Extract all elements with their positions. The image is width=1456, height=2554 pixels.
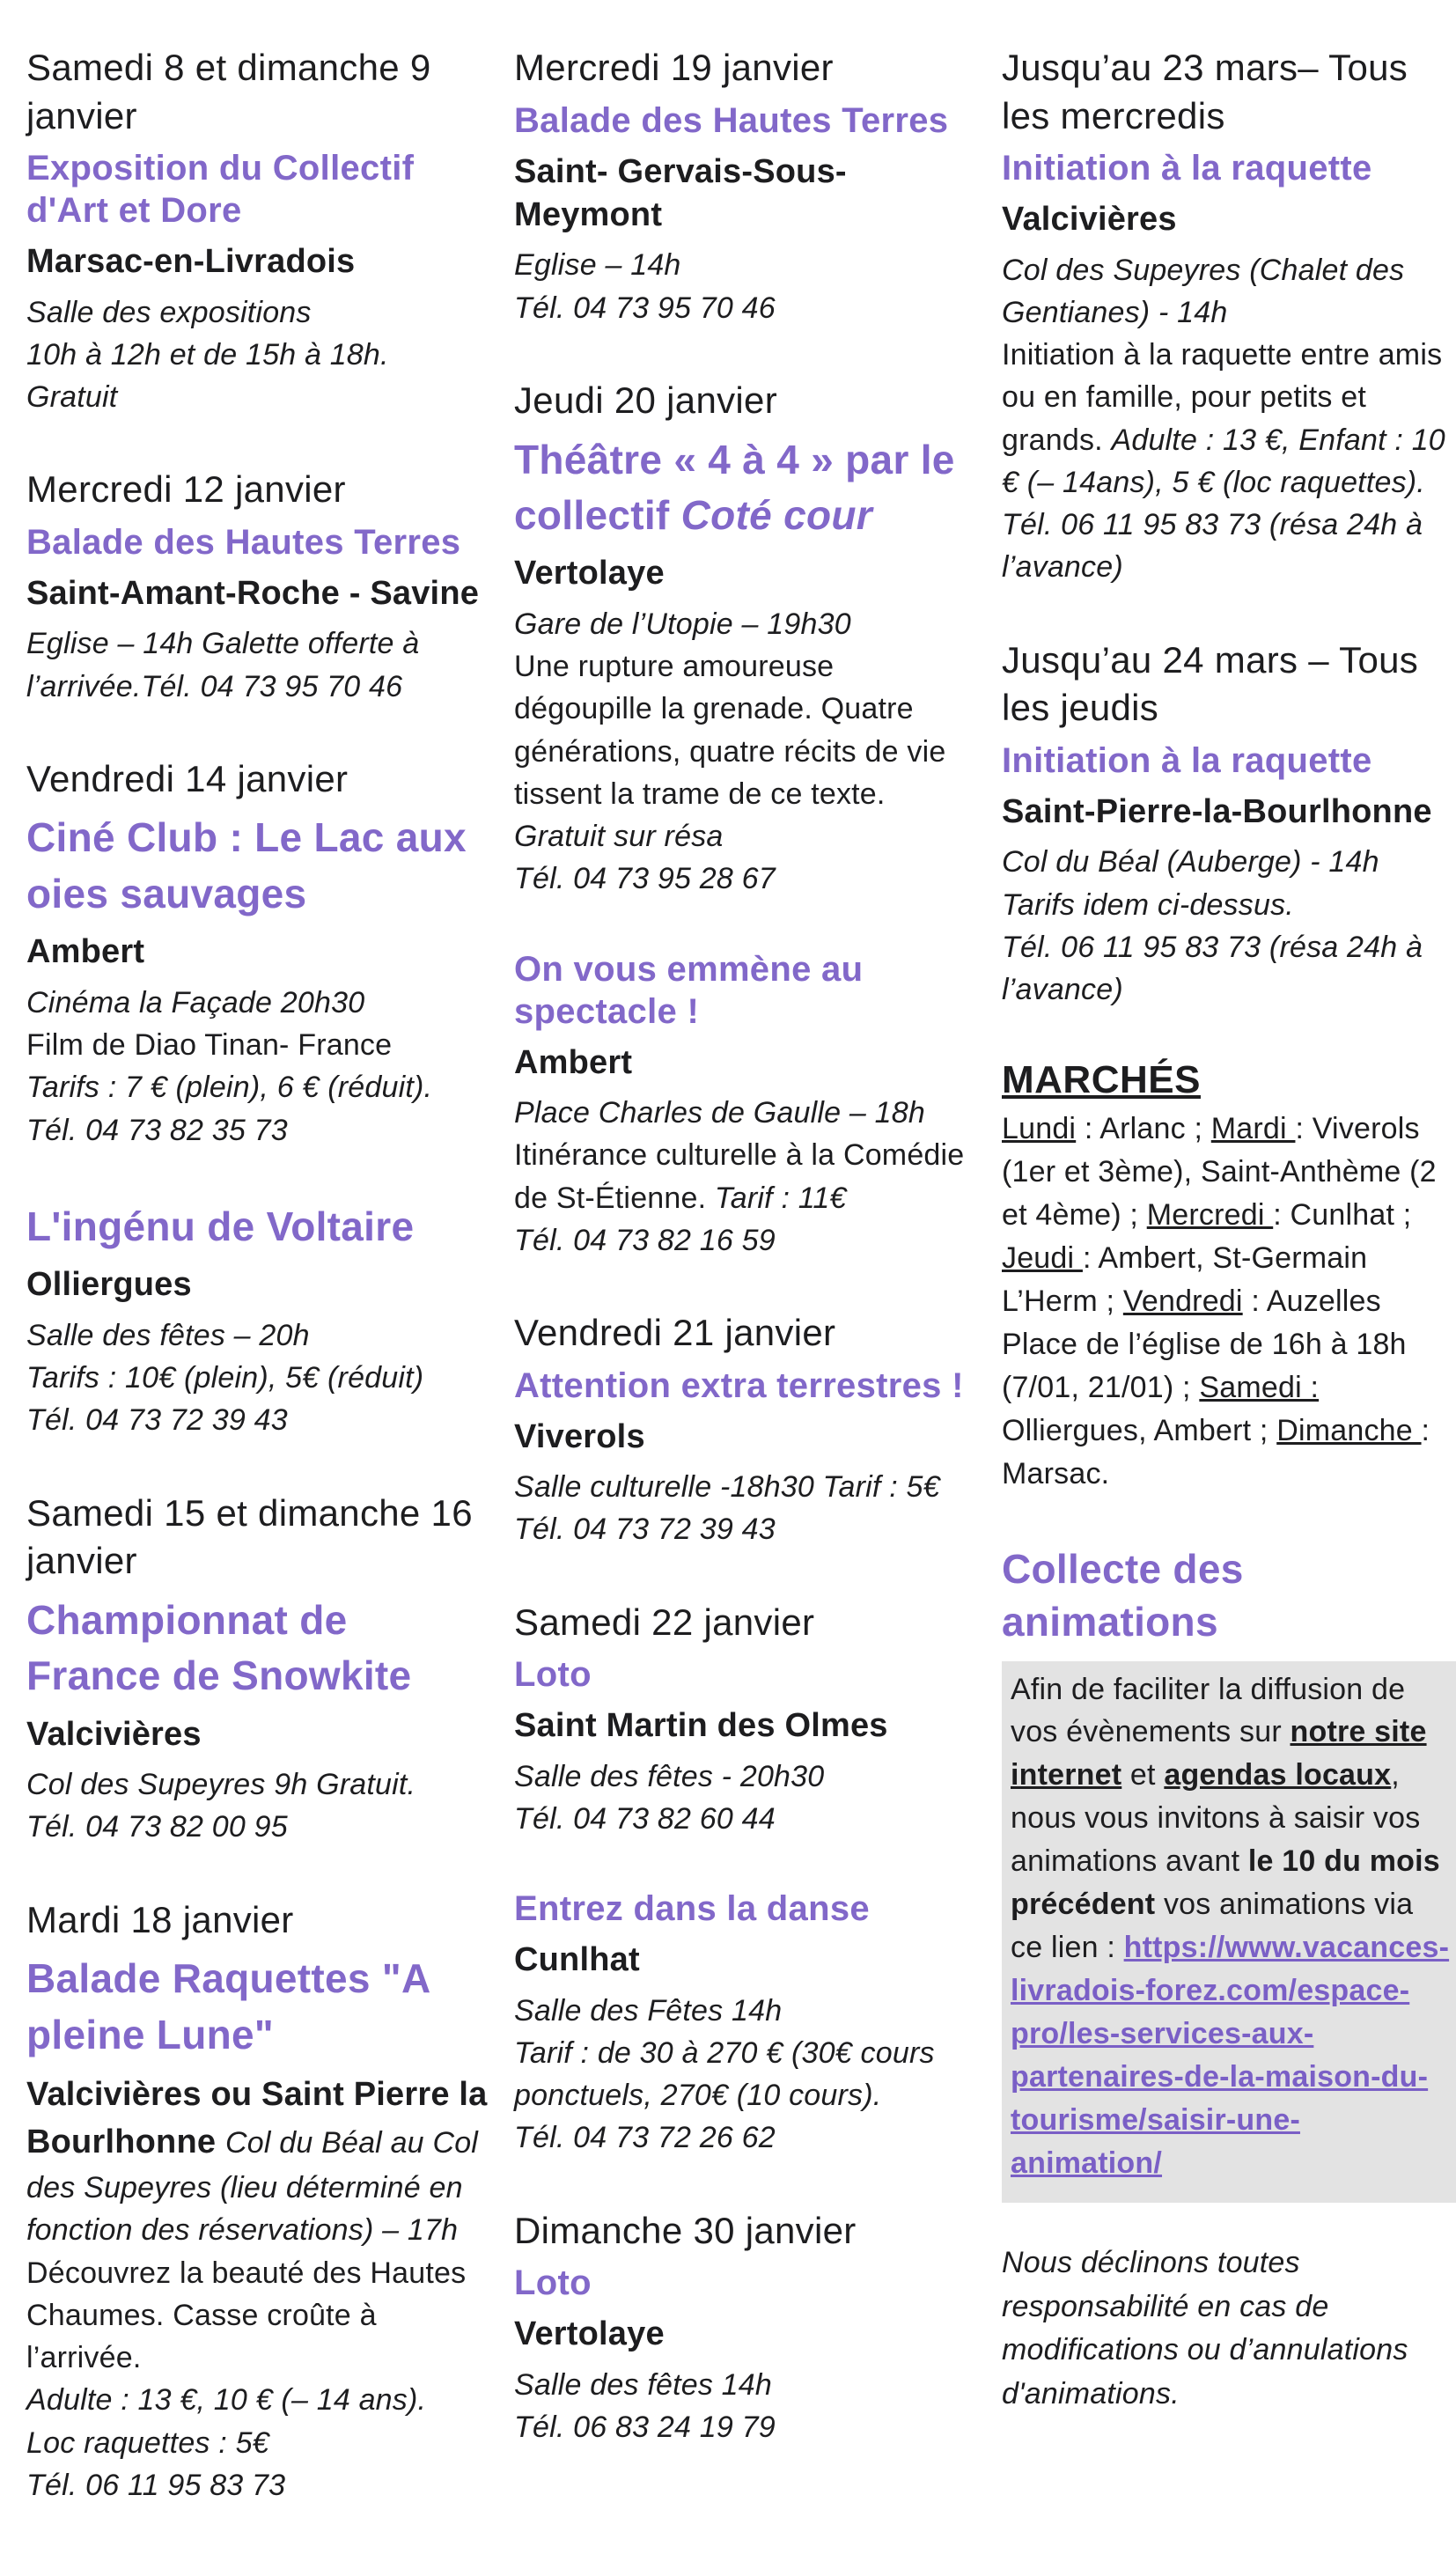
marches-run: : Viverols (1er et 3ème), Saint-Anthème (2 et 4ème) ;	[1002, 1112, 1437, 1233]
event-detail: Salle des Fêtes 14h	[514, 1993, 783, 2028]
event-detail: Tél. 04 73 95 28 67	[514, 862, 776, 896]
event-title: Loto	[514, 2263, 592, 2303]
event	[26, 1896, 488, 2507]
event-detail: Loc raquettes : 5€	[26, 2425, 269, 2460]
event-date: Samedi 8 et dimanche 9 janvier	[26, 47, 431, 136]
column-3	[1002, 44, 1456, 2554]
event-detail: Tarifs : 10€ (plein), 5€ (réduit)	[26, 1361, 424, 1395]
event-location: Marsac-en-Livradois	[26, 243, 356, 281]
event-detail: Tél. 04 73 82 60 44	[514, 1801, 776, 1836]
event-title: Entrez dans la danse	[514, 1889, 870, 1929]
event-date: Mercredi 12 janvier	[26, 468, 346, 511]
event-title: Balade Raquettes "A pleine Lune"	[26, 1955, 430, 2057]
event-detail: Tarifs idem ci-dessus.	[1002, 887, 1294, 922]
event-location	[26, 2072, 488, 2251]
event	[514, 44, 975, 329]
event	[26, 1199, 488, 1442]
event	[26, 755, 488, 1152]
event	[1002, 44, 1456, 589]
event-detail: Gare de l’Utopie – 19h30	[514, 607, 851, 641]
marches-section	[1002, 1058, 1456, 1496]
event-location-bold: Valcivières ou Saint Pierre la Bourlhonne	[26, 2076, 488, 2161]
event-location: Viverols	[514, 1417, 645, 1455]
event-location: Saint-Pierre-la-Bourlhonne	[1002, 792, 1432, 830]
event-detail: Tél. 04 73 72 39 43	[26, 1403, 288, 1438]
event-location: Valcivières	[26, 1715, 202, 1753]
event-location: Valcivières	[1002, 201, 1177, 239]
event-title-italic: Coté cour	[680, 491, 872, 538]
event	[1002, 637, 1456, 1012]
event-detail: Salle des fêtes - 20h30	[514, 1759, 825, 1793]
event-title: Initiation à la raquette	[1002, 149, 1372, 188]
event-detail: Tél. 04 73 95 70 46	[514, 291, 776, 325]
event-title: Balade des Hautes Terres	[514, 100, 949, 140]
event-title: Initiation à la raquette	[1002, 740, 1372, 780]
deadline-emphasis: le 10 du mois précédent	[1011, 1844, 1440, 1922]
event-detail: Salle des fêtes 14h	[514, 2367, 772, 2402]
event-date: Samedi 15 et dimanche 16 janvier	[26, 1491, 473, 1582]
event-title: Ciné Club : Le Lac aux oies sauvages	[26, 814, 467, 916]
event-description: Une rupture amoureuse dégoupille la grenade. Quatre générations, quatre récits de vie tissent la trame de ce texte.	[514, 650, 946, 811]
event	[514, 377, 975, 901]
event-detail: Adulte : 13 €, 10 € (– 14 ans).	[26, 2383, 427, 2418]
event-detail: Découvrez la beauté des Hautes Chaumes. Casse croûte à l’arrivée.	[26, 2256, 467, 2375]
event-detail: Eglise – 14h	[514, 248, 681, 283]
event	[514, 948, 975, 1262]
event-detail: Tél. 04 73 82 16 59	[514, 1223, 776, 1257]
agendas-locaux-link-text: agendas locaux	[1164, 1758, 1392, 1792]
day-lundi: Lundi	[1002, 1112, 1077, 1146]
day-dimanche: Dimanche	[1276, 1414, 1422, 1448]
event-price-note: Tarif : 11€	[714, 1181, 847, 1215]
event-title: Balade des Hautes Terres	[26, 522, 461, 562]
collecte-section	[1002, 1543, 1456, 2417]
event-location: Saint-Amant-Roche - Savine	[26, 574, 480, 612]
event-title: On vous emmène au spectacle !	[514, 949, 864, 1031]
event-price-note: Adulte : 13 €, Enfant : 10 € (– 14ans), 5 € (loc raquettes). Tél. 06 11 95 83 73 (résa 24h à l’avance)	[1002, 423, 1445, 585]
event-detail: Salle des fêtes – 20h	[26, 1318, 310, 1352]
collecte-text: vos animations via ce lien :	[1011, 1888, 1414, 1965]
site-internet-link-text: notre site internet	[1011, 1715, 1427, 1792]
event-location: Saint Martin des Olmes	[514, 1707, 888, 1745]
event-detail: Salle culturelle -18h30 Tarif : 5€	[514, 1470, 940, 1505]
event-location: Vertolaye	[514, 2315, 665, 2353]
marches-run: : Arlanc ;	[1076, 1112, 1211, 1146]
event-title: Attention extra terrestres !	[514, 1365, 964, 1405]
column-1	[26, 44, 488, 2554]
event-location: Vertolaye	[514, 555, 665, 592]
event-detail: Salle des expositions	[26, 295, 312, 329]
event-detail: Tél. 06 83 24 19 79	[514, 2410, 776, 2444]
submit-animation-link[interactable]: https://www.vacances-livradois-forez.com/espace-pro/les-services-aux-partenaires-de-la-maison-du-tourisme/saisir-une-animation/	[1011, 1931, 1450, 2180]
marches-run: Olliergues, Ambert ;	[1002, 1414, 1277, 1448]
day-samedi: Samedi :	[1199, 1371, 1320, 1405]
event-date: Dimanche 30 janvier	[514, 2209, 857, 2251]
event-paragraph	[514, 1134, 975, 1219]
event	[514, 2207, 975, 2449]
event-detail: Tél. 04 73 82 00 95	[26, 1810, 288, 1844]
event-title-text: Théâtre « 4 à 4 » par le collectif	[514, 436, 955, 538]
event	[514, 1888, 975, 2159]
event	[26, 1490, 488, 1849]
event-paragraph	[514, 645, 975, 857]
event-title: Championnat de France de Snowkite	[26, 1596, 412, 1699]
event-detail: Col des Supeyres 9h Gratuit.	[26, 1768, 416, 1802]
event-location: Ambert	[514, 1043, 633, 1081]
event-date: Mardi 18 janvier	[26, 1898, 294, 1940]
event-detail: Col des Supeyres (Chalet des Gentianes) - 14h	[1002, 253, 1405, 329]
day-jeudi: Jeudi	[1002, 1241, 1083, 1276]
event-date: Mercredi 19 janvier	[514, 47, 834, 88]
marches-run: : Ambert, St-Germain L’Herm ;	[1002, 1241, 1368, 1319]
column-2	[514, 44, 975, 2554]
day-mardi: Mardi	[1210, 1112, 1296, 1146]
event-date: Vendredi 21 janvier	[514, 1312, 836, 1354]
event-date: Jusqu’au 23 mars– Tous les mercredis	[1002, 47, 1408, 136]
event	[26, 466, 488, 708]
disclaimer-text: Nous déclinons toutes responsabilité en cas de modifications ou d’annulations d'animations.	[1002, 2245, 1408, 2410]
event-title	[514, 432, 975, 544]
marches-heading: MARCHÉS	[1002, 1058, 1201, 1102]
event-title: Loto	[514, 1655, 592, 1695]
event-detail: Tarif : de 30 à 270 € (30€ cours ponctuels, 270€ (10 cours).	[514, 2035, 935, 2113]
marches-run: : Auzelles Place de l’église de 16h à 18h (7/01, 21/01) ;	[1002, 1284, 1407, 1405]
event-title: Exposition du Collectif d'Art et Dore	[26, 149, 415, 231]
collecte-text: Afin de faciliter la diffusion de vos évènements sur	[1011, 1672, 1406, 1749]
event-location: Olliergues	[26, 1266, 192, 1304]
event-description: Initiation à la raquette entre amis ou en famille, pour petits et grands.	[1002, 338, 1443, 457]
event-detail: Eglise – 14h Galette offerte à l’arrivée.Tél. 04 73 95 70 46	[26, 627, 420, 703]
event	[514, 1309, 975, 1551]
event-detail: Tél. 04 73 72 26 62	[514, 2121, 776, 2155]
event-paragraph	[1002, 334, 1456, 589]
event-location: Ambert	[26, 933, 145, 971]
event-date: Samedi 22 janvier	[514, 1601, 815, 1643]
event-location: Saint- Gervais-Sous-Meymont	[514, 152, 847, 233]
event-detail: Place Charles de Gaulle – 18h	[514, 1096, 925, 1130]
event-detail: Cinéma la Façade 20h30	[26, 985, 365, 1019]
event-detail: Col du Béal (Auberge) - 14h	[1002, 845, 1379, 880]
event-location: Cunlhat	[514, 1941, 640, 1979]
event-detail: Film de Diao Tinan- France	[26, 1028, 393, 1063]
marches-run: : Marsac.	[1002, 1414, 1430, 1490]
event	[26, 44, 488, 418]
event-detail: Tarifs : 7 € (plein), 6 € (réduit).	[26, 1071, 433, 1105]
event-description: Itinérance culturelle à la Comédie de St-Étienne.	[514, 1138, 965, 1215]
day-vendredi: Vendredi	[1122, 1284, 1243, 1319]
collecte-text: , nous vous invitons à saisir vos animations avant	[1011, 1758, 1421, 1879]
event-detail: Tél. 04 73 82 35 73	[26, 1113, 288, 1147]
event-date: Jusqu’au 24 mars – Tous les jeudis	[1002, 638, 1419, 729]
event-date: Vendredi 14 janvier	[26, 757, 349, 799]
collecte-text: et	[1121, 1758, 1165, 1792]
event-title: L'ingénu de Voltaire	[26, 1203, 415, 1249]
collecte-heading: Collecte des animations	[1002, 1545, 1244, 1645]
marches-text	[1002, 1108, 1456, 1496]
collecte-box	[1002, 1661, 1456, 2203]
event	[514, 1599, 975, 1841]
event-location-italic: Col du Béal au Col des Supeyres (lieu déterminé en fonction des réservations) – 17h	[26, 2126, 479, 2248]
event-detail: Tél. 04 73 72 39 43	[514, 1513, 776, 1547]
event-detail: Tél. 06 11 95 83 73 (résa 24h à l’avance)	[1002, 930, 1423, 1007]
event-detail: Tél. 06 11 95 83 73	[26, 2468, 286, 2502]
marches-run: : Cunlhat ;	[1273, 1198, 1412, 1233]
event-price-note: Gratuit sur résa	[514, 820, 724, 854]
event-detail: 10h à 12h et de 15h à 18h. Gratuit	[26, 337, 389, 415]
day-mercredi: Mercredi	[1146, 1198, 1274, 1233]
event-date: Jeudi 20 janvier	[514, 379, 777, 421]
